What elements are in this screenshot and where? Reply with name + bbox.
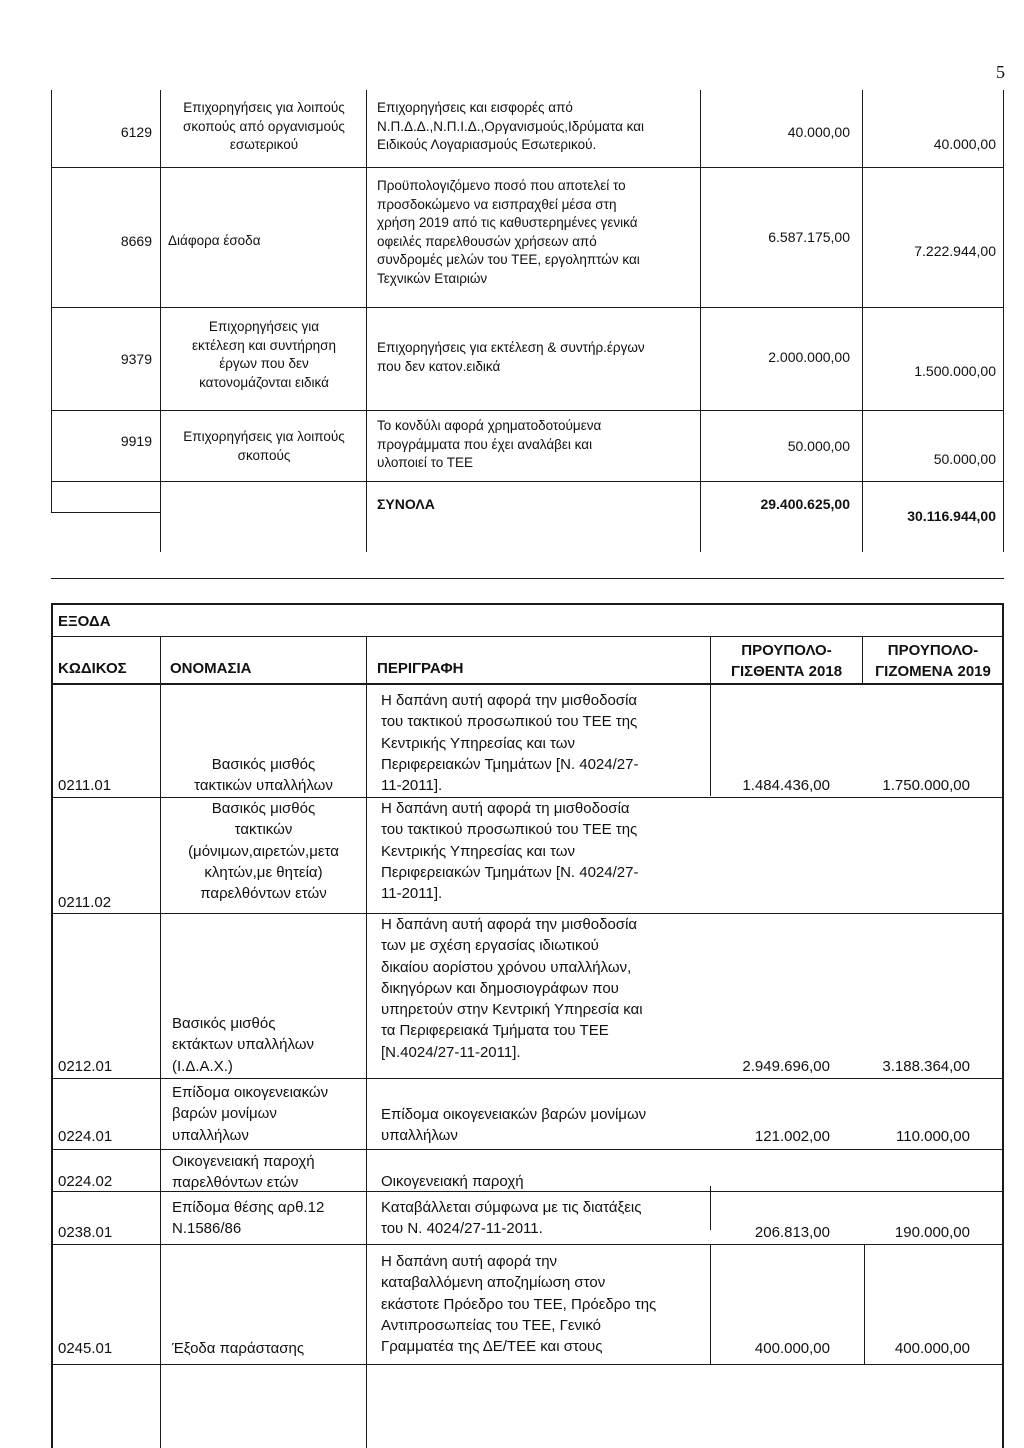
expense-name: Βασικός μισθός τακτικών υπαλλήλων [194,756,333,795]
revenue-code: 8669 [120,233,152,249]
row-divider [51,1149,1004,1150]
expense-name: Επίδομα θέσης αρθ.12 Ν.1586/86 [172,1199,325,1238]
amount-2019: 3.188.364,00 [882,1058,970,1075]
header-budgeted-2018: ΠΡΟΥΠΟΛΟ- ΓΙΣΘΕΝΤΑ 2018 [730,642,843,680]
amount-2019: 40.000,00 [933,136,996,152]
expense-code: 0238.01 [58,1224,113,1241]
revenue-name: Επιχορηγήσεις για λοιπούς σκοπούς [183,429,345,463]
header-description: ΠΕΡΙΓΡΑΦΗ [377,660,464,677]
expense-description: Καταβάλλεται σύμφωνα με τις διατάξεις του Ν. 4024/27-11-2011. [381,1199,642,1238]
amount-2018: 6.587.175,00 [768,229,850,245]
expense-description: Η δαπάνη αυτή αφορά την καταβαλλόμενη αποζημίωση στον εκάστοτε Πρόεδρο του ΤΕΕ, Πρόεδρο της Αντιπροσωπείας του ΤΕΕ, Γενικό Γραμματέα της ΔΕ/ΤΕΕ και στους [381,1253,657,1356]
expense-name: Οικογενειακή παροχή παρελθόντων ετών [172,1153,315,1192]
amount-2019: 1.500.000,00 [914,363,996,379]
revenue-description: Το κονδύλι αφορά χρηματοδοτούμενα προγράμματα που έχει αναλάβει και υλοποιεί το ΤΕΕ [377,418,602,470]
total-2018: 29.400.625,00 [760,496,850,512]
table-border [160,90,161,552]
row-divider [51,167,1004,168]
section-separator [51,578,1004,579]
table-border [366,90,367,552]
row-divider [51,481,1004,482]
expense-code: 0212.01 [58,1058,113,1075]
table-border [366,636,367,684]
amount-2019: 110.000,00 [896,1128,970,1145]
expense-description: Η δαπάνη αυτή αφορά την μισθοδοσία των με σχέση εργασίας ιδιωτικού δικαίου αορίστου χρόνου υπαλλήλων, δικηγόρων και δημοσιογράφων που υπηρετούν στην Κεντρική Υπηρεσία και τα Περιφερειακά Τμήματα του ΤΕΕ [Ν.4024/27-11-2011]. [381,916,643,1061]
table-border [700,90,701,552]
revenue-code: 9379 [120,351,152,367]
table-border [51,603,1004,605]
revenue-code: 6129 [120,124,152,140]
table-border [160,684,161,1448]
row-divider [51,410,1004,411]
header-code: ΚΩΔΙΚΟΣ [58,660,127,677]
expense-code: 0245.01 [58,1340,113,1357]
header-budget-2019: ΠΡΟΥΠΟΛΟ- ΓΙΖΟΜΕΝΑ 2019 [875,642,991,680]
table-border [51,603,53,1448]
expense-name: Βασικός μισθός τακτικών (μόνιμων,αιρετών,μετα κλητών,με θητεία) παρελθόντων ετών [188,800,339,903]
row-divider [51,1364,1004,1365]
expense-name: Επίδομα οικογενειακών βαρών μονίμων υπαλλήλων [172,1084,329,1144]
expense-name: Έξοδα παράστασης [172,1340,305,1357]
amount-2018: 50.000,00 [787,438,850,454]
expense-code: 0224.01 [58,1128,113,1145]
row-divider [51,512,161,513]
amount-2018: 400.000,00 [754,1340,830,1357]
expense-description: Η δαπάνη αυτή αφορά τη μισθοδοσία του τακτικού προσωπικού του ΤΕΕ της Κεντρικής Υπηρεσίας και των Περιφερειακών Τμημάτων [Ν. 4024/27- 11-2011]. [381,800,639,903]
amount-2018: 40.000,00 [787,124,850,140]
expense-code: 0224.02 [58,1173,113,1190]
table-border [366,684,367,1448]
revenue-description: Επιχορηγήσεις και εισφορές από Ν.Π.Δ.Δ.,Ν.Π.Ι.Δ.,Οργανισμούς,Ιδρύματα και Ειδικούς Λογαριασμούς Εσωτερικού. [377,100,645,152]
amount-2019: 7.222.944,00 [914,243,996,259]
expense-description: Οικογενειακή παροχή [381,1173,524,1190]
page-number: 5 [996,62,1005,82]
amount-2019: 190.000,00 [894,1224,970,1241]
amount-2018: 1.484.436,00 [742,777,830,794]
revenue-code: 9919 [120,433,152,449]
amount-2019: 50.000,00 [933,451,996,467]
revenue-name: Επιχορηγήσεις για εκτέλεση και συντήρηση έργων που δεν κατονομάζονται ειδικά [192,319,336,390]
amount-2018: 2.000.000,00 [768,349,850,365]
expense-code: 0211.01 [58,777,112,794]
row-divider [51,307,1004,308]
revenue-name: Διάφορα έσοδα [168,233,261,248]
table-border [1002,603,1004,1448]
expense-name: Βασικός μισθός εκτάκτων υπαλλήλων (Ι.Δ.Α.Χ.) [172,1015,315,1075]
header-name: ΟΝΟΜΑΣΙΑ [170,660,252,677]
expense-code: 0211.02 [58,894,112,911]
total-2019: 30.116.944,00 [907,508,996,524]
amount-2018: 2.949.696,00 [742,1058,830,1075]
amount-2018: 121.002,00 [754,1128,830,1145]
row-divider [51,1244,1004,1245]
table-border [1003,90,1004,552]
section-title: ΕΞΟΔΑ [58,613,111,630]
amount-2018: 206.813,00 [754,1224,830,1241]
table-border [51,90,52,512]
amount-2019: 400.000,00 [894,1340,970,1357]
table-border [160,636,161,684]
row-divider [51,1078,1004,1079]
revenue-description: Επιχορηγήσεις για εκτέλεση & συντήρ.έργων που δεν κατον.ειδικά [377,340,645,374]
table-border [862,90,863,552]
amount-2019: 1.750.000,00 [882,777,970,794]
expense-description: Η δαπάνη αυτή αφορά την μισθοδοσία του τακτικού προσωπικού του ΤΕΕ της Κεντρικής Υπηρεσίας και των Περιφερειακών Τμημάτων [Ν. 4024/27- 11-2011]. [381,692,639,795]
revenue-name: Επιχορηγήσεις για λοιπούς σκοπούς από οργανισμούς εσωτερικού [183,100,345,152]
revenue-description: Προϋπολογιζόμενο ποσό που αποτελεί το προσδοκώμενο να εισπραχθεί μέσα στη χρήση 2019 από τις καθυστερημένες γενικά οφειλές παρελθουσών χρήσεων από συνδρομές μελών του ΤΕΕ, εργοληπτών και Τεχνικών Εταιριών [377,178,640,286]
totals-label: ΣΥΝΟΛΑ [377,496,435,512]
expense-description: Επίδομα οικογενειακών βαρών μονίμων υπαλλήλων [381,1106,647,1145]
